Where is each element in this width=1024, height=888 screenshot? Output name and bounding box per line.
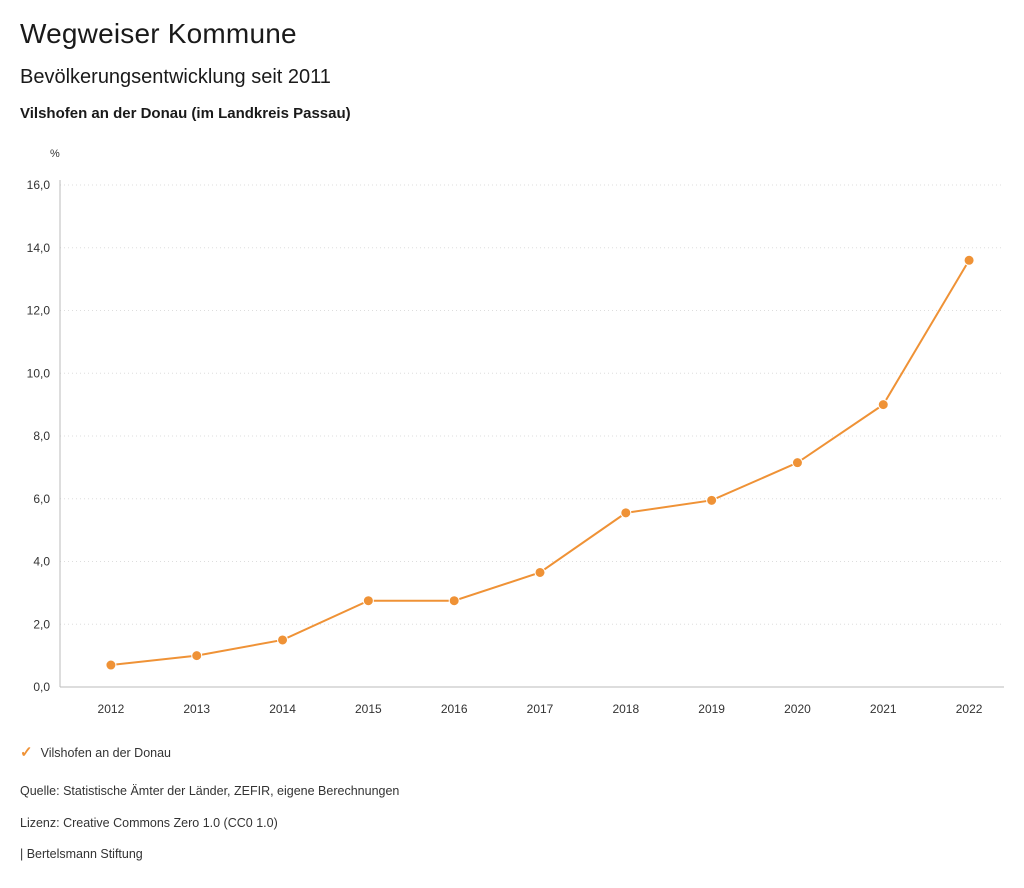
- footnotes: [20, 785, 399, 861]
- data-point[interactable]: [278, 635, 288, 645]
- y-axis-tick-label: 4,0: [33, 554, 50, 569]
- data-point[interactable]: [621, 508, 631, 518]
- series-line: [111, 260, 969, 665]
- data-point[interactable]: [707, 495, 717, 505]
- y-axis-tick-label: 12,0: [26, 303, 50, 318]
- x-axis-tick-label: 2021: [869, 702, 897, 716]
- data-point[interactable]: [964, 255, 974, 265]
- data-point[interactable]: [363, 596, 373, 606]
- x-axis-tick-label: 2016: [440, 702, 468, 716]
- source-note: Quelle: Statistische Ämter der Länder, ZEFIR, eigene Berechnungen: [20, 784, 400, 798]
- y-axis-tick-label: 14,0: [26, 240, 50, 255]
- data-point[interactable]: [878, 400, 888, 410]
- line-chart: [0, 140, 1024, 730]
- x-axis-tick-label: 2018: [612, 702, 640, 716]
- chart-legend[interactable]: [20, 745, 171, 760]
- x-axis-tick-label: 2015: [355, 702, 382, 716]
- x-axis-tick-label: 2013: [183, 702, 211, 716]
- y-axis-unit: %: [50, 148, 60, 160]
- license-note: Lizenz: Creative Commons Zero 1.0 (CC0 1.0): [20, 815, 278, 830]
- y-axis-tick-label: 8,0: [33, 429, 50, 443]
- x-axis-tick-label: 2017: [526, 702, 554, 716]
- x-axis-tick-label: 2022: [955, 702, 983, 716]
- publisher-note: | Bertelsmann Stiftung: [20, 847, 143, 861]
- page-title: Wegweiser Kommune: [20, 18, 297, 49]
- x-axis-tick-label: 2012: [97, 702, 125, 716]
- x-axis-tick-label: 2019: [698, 702, 725, 716]
- data-point[interactable]: [106, 660, 116, 670]
- data-point[interactable]: [449, 596, 459, 606]
- data-point[interactable]: [792, 458, 802, 468]
- legend-series-label: Vilshofen an der Donau: [40, 745, 171, 760]
- y-axis-tick-label: 0,0: [33, 680, 50, 694]
- region-label: Vilshofen an der Donau (im Landkreis Passau): [20, 105, 351, 122]
- chart-container: [0, 140, 1024, 730]
- check-icon: ✓: [20, 744, 33, 761]
- x-axis-tick-label: 2020: [784, 702, 811, 716]
- y-axis-tick-label: 10,0: [26, 366, 50, 381]
- y-axis-tick-label: 16,0: [26, 178, 50, 192]
- y-axis-tick-label: 6,0: [33, 491, 50, 506]
- data-point[interactable]: [535, 567, 545, 577]
- y-axis-tick-label: 2,0: [33, 617, 50, 632]
- data-point[interactable]: [192, 651, 202, 661]
- x-axis-tick-label: 2014: [269, 702, 296, 716]
- page-subtitle: Bevölkerungsentwicklung seit 2011: [20, 66, 331, 88]
